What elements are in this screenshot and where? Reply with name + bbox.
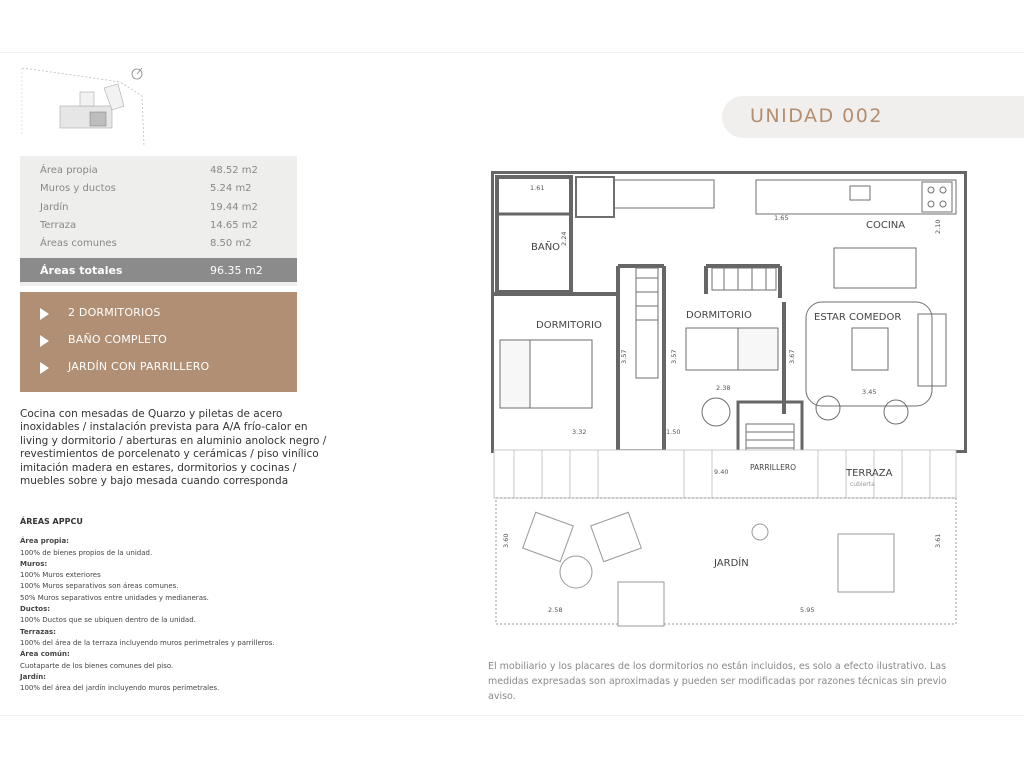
- appcu-subheading: Área común:: [20, 650, 70, 659]
- dim-label: 3.57: [620, 349, 628, 364]
- room-label-parrillero: PARRILLERO: [750, 463, 797, 472]
- room-label-dormitorio-1: DORMITORIO: [536, 320, 602, 331]
- dim-label: 1.50: [666, 428, 681, 436]
- area-total-value: 96.35 m2: [210, 264, 263, 277]
- dim-label: 3.32: [572, 428, 587, 436]
- area-label: Muros y ductos: [40, 183, 116, 194]
- unit-title-pill: [722, 96, 1024, 138]
- area-label: Área propia: [40, 165, 98, 176]
- appcu-line: 50% Muros separativos entre unidades y medianeras.: [20, 593, 209, 602]
- area-label: Áreas comunes: [40, 238, 117, 249]
- feature-label: JARDÍN CON PARRILLERO: [68, 360, 210, 373]
- appcu-line: 100% Muros exteriores: [20, 571, 101, 580]
- appcu-heading: ÁREAS APPCU: [20, 517, 83, 526]
- area-total-row: [20, 258, 297, 282]
- dim-label: 1.65: [774, 214, 789, 222]
- area-row: [20, 162, 297, 180]
- room-label-bano: BAÑO: [531, 242, 561, 253]
- appcu-subheading: Jardín:: [20, 672, 46, 681]
- play-arrow-icon: [40, 362, 49, 374]
- dim-label: 5.95: [800, 606, 815, 614]
- room-label-jardin: JARDÍN: [714, 558, 749, 569]
- floor-plan: [488, 168, 968, 628]
- dim-label: 3.67: [788, 349, 796, 364]
- dim-label: 9.40: [714, 468, 729, 476]
- description-text: Cocina con mesadas de Quarzo y piletas de acero inoxidables / instalación prevista para A/A frío-calor en living y dormitorio / aberturas en aluminio anolock negro / revestimientos de porcelenato y cerámicas / piso vinílico imitación madera en estares, dormitorios y cocinas / muebles sobre y bajo mesada cuando corresponda: [20, 408, 327, 488]
- appcu-subheading: Muros:: [20, 559, 48, 568]
- dim-label: 3.61: [934, 533, 942, 548]
- area-value: 5.24 m2: [210, 183, 252, 194]
- area-row: [20, 199, 297, 217]
- area-row: [20, 180, 297, 198]
- feature-label: BAÑO COMPLETO: [68, 333, 167, 346]
- unit-title: UNIDAD 002: [750, 105, 883, 127]
- dim-label: 3.45: [862, 388, 877, 396]
- area-label: Jardín: [40, 202, 69, 213]
- areas-table: [20, 156, 297, 286]
- disclaimer-note: El mobiliario y los placares de los dormitorios no están incluidos, es solo a efecto ilustrativo. Las medidas expresadas son aproximadas y pueden ser modificadas por razones técnicas sin previo aviso.: [488, 661, 947, 702]
- appcu-line: 100% Muros separativos son áreas comunes.: [20, 582, 179, 591]
- appcu-line: 100% Ductos que se ubiquen dentro de la unidad.: [20, 616, 196, 625]
- appcu-subheading: Terrazas:: [20, 627, 56, 636]
- room-label-estar-comedor: ESTAR COMEDOR: [814, 312, 902, 323]
- appcu-section: [20, 516, 350, 694]
- room-label-dormitorio-2: DORMITORIO: [686, 310, 752, 321]
- appcu-subheading: Ductos:: [20, 605, 51, 614]
- play-arrow-icon: [40, 308, 49, 320]
- appcu-line: 100% de bienes propios de la unidad.: [20, 548, 153, 557]
- dim-label: 2.58: [548, 606, 563, 614]
- appcu-lines: [20, 536, 350, 694]
- area-row: [20, 235, 297, 253]
- area-value: 8.50 m2: [210, 238, 252, 249]
- appcu-line: Cuotaparte de los bienes comunes del piso.: [20, 661, 174, 670]
- area-label: Terraza: [40, 220, 77, 231]
- dim-label: 3.60: [502, 533, 510, 548]
- room-label-terraza-sub: cubierta: [850, 481, 875, 488]
- location-map: [20, 66, 152, 150]
- appcu-line: 100% del área del jardín incluyendo muros perimetrales.: [20, 684, 220, 693]
- dim-label: 2.24: [560, 231, 568, 246]
- dim-label: 3.57: [670, 349, 678, 364]
- dim-label: 2.10: [934, 219, 942, 234]
- feature-label: 2 DORMITORIOS: [68, 306, 161, 319]
- play-arrow-icon: [40, 335, 49, 347]
- appcu-line: 100% del área de la terraza incluyendo muros perimetrales y parrilleros.: [20, 638, 275, 647]
- features-box: [20, 292, 297, 392]
- dim-label: 2.38: [716, 384, 731, 392]
- area-total-label: Áreas totales: [40, 264, 123, 277]
- room-label-cocina: COCINA: [866, 220, 906, 231]
- room-label-terraza: TERRAZA: [846, 468, 893, 479]
- dim-label: 1.61: [530, 184, 545, 192]
- area-value: 48.52 m2: [210, 165, 258, 176]
- area-row: [20, 217, 297, 235]
- area-value: 19.44 m2: [210, 202, 258, 213]
- area-value: 14.65 m2: [210, 220, 258, 231]
- appcu-subheading: Área propia:: [20, 537, 69, 546]
